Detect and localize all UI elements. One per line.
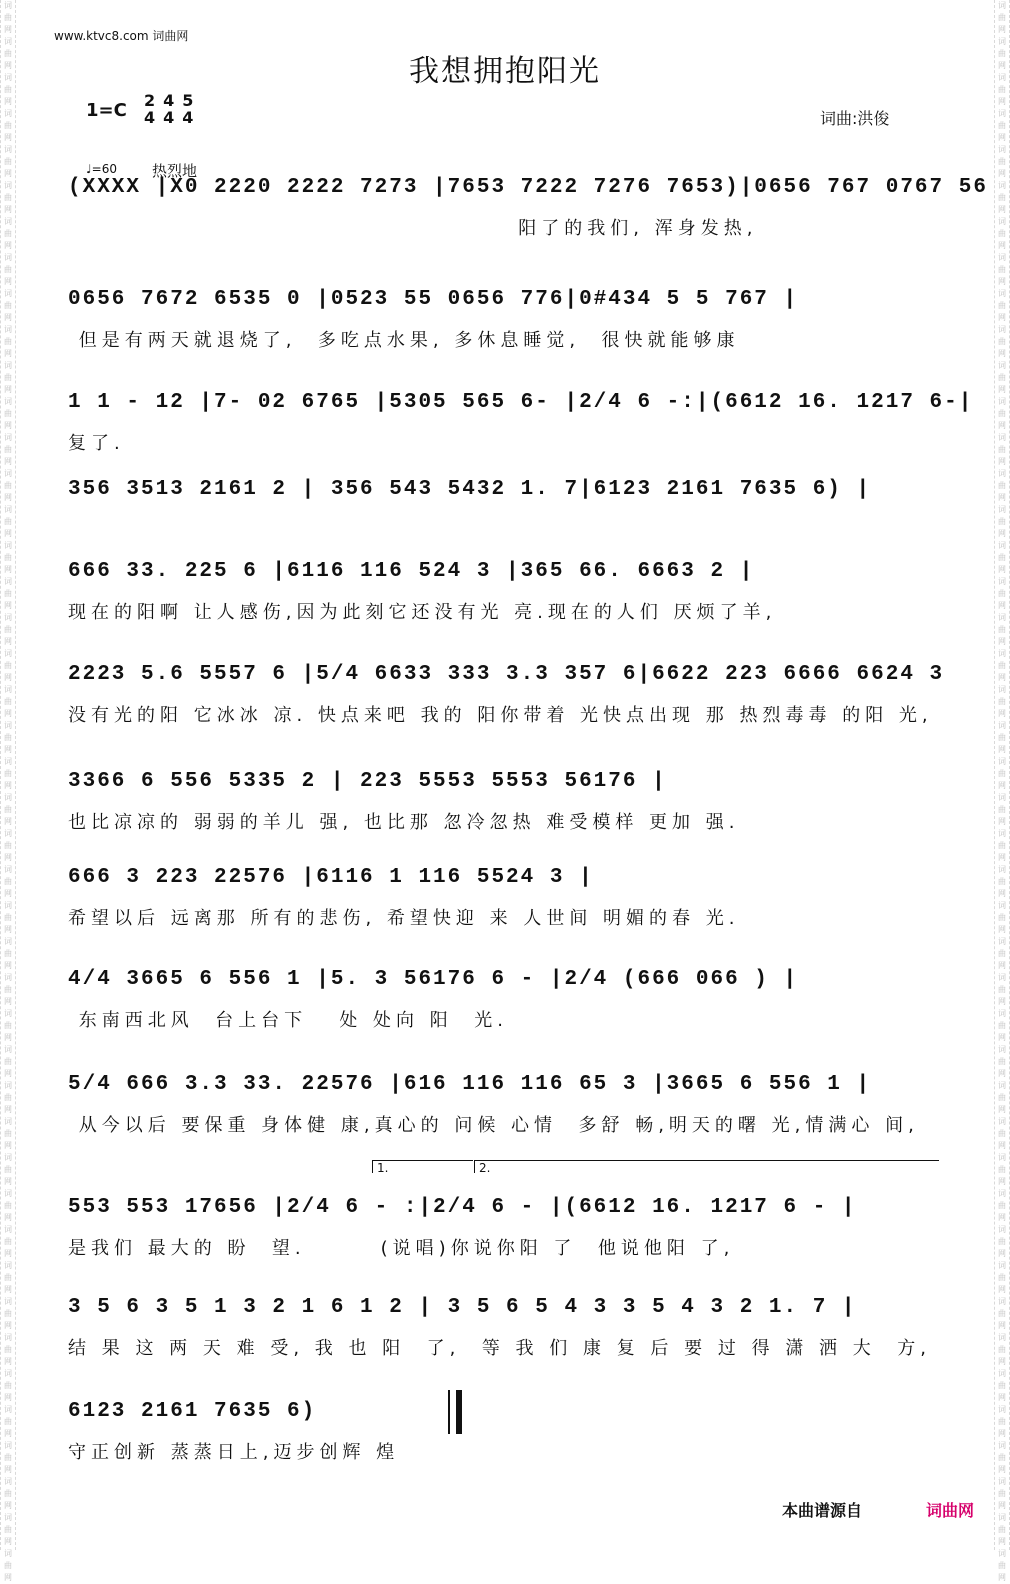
key-signature: 1=C — [86, 100, 127, 121]
lyric-line: 是我们 最大的 盼 望. (说唱)你说你阳 了 他说他阳 了, — [68, 1238, 735, 1259]
source-brand-link[interactable]: 词曲网 — [926, 1501, 975, 1520]
lyric-line: 从今以后 要保重 身体健 康,真心的 问候 心情 多舒 畅,明天的曙 光,情满心 间, — [68, 1115, 919, 1136]
notation-line: 6123 2161 7635 6) — [68, 1400, 317, 1423]
lyric-line: 阳了的我们, 浑身发热, — [68, 218, 758, 239]
notation-line: 4/4 3665 6 556 1 |5. 3 56176 6 - |2/4 (666 066 ) | — [68, 968, 799, 991]
notation-line: 356 3513 2161 2 | 356 543 5432 1. 7|6123 2161 7635 6) | — [68, 478, 872, 501]
final-barline-thick — [456, 1390, 462, 1434]
lyric-line: 东南西北风 台上台下 处 处向 阳 光. — [68, 1010, 508, 1031]
time-signature: 5 4 — [182, 91, 194, 127]
lyric-line: 没有光的阳 它冰冰 凉. 快点来吧 我的 阳你带着 光快点出现 那 热烈毒毒 的阳 光, — [68, 705, 933, 726]
time-signatures — [144, 92, 193, 126]
song-title: 我想拥抱阳光 — [409, 54, 601, 89]
notation-line: 3 5 6 3 5 1 3 2 1 6 1 2 | 3 5 6 5 4 3 3 5 4 3 2 1. 7 | — [68, 1296, 857, 1319]
lyric-line: 但是有两天就退烧了, 多吃点水果, 多休息睡觉, 很快就能够康 — [68, 330, 740, 351]
right-watermark-strip — [994, 0, 1010, 1582]
left-watermark-strip — [0, 0, 16, 1582]
notation-line: 1 1 - 12 |7- 02 6765 |5305 565 6- |2/4 6 -:|(6612 16. 1217 6-| — [68, 391, 974, 414]
notation-line: 2223 5.6 5557 6 |5/4 6633 333 3.3 357 6|6622 223 6666 6624 3 — [68, 663, 945, 686]
lyric-line: 复了. — [68, 433, 125, 454]
lyricist-composer-credit: 词曲:洪俊 — [820, 109, 890, 128]
lyric-line: 现在的阳啊 让人感伤,因为此刻它还没有光 亮.现在的人们 厌烦了羊, — [68, 602, 777, 623]
time-signature: 4 4 — [163, 91, 175, 127]
notation-line: 3366 6 556 5335 2 | 223 5553 5553 56176 | — [68, 770, 667, 793]
notation-line: 666 3 223 22576 |6116 1 116 5524 3 | — [68, 866, 594, 889]
source-label: 本曲谱源自 — [782, 1501, 863, 1520]
time-signature: 2 4 — [144, 91, 156, 127]
left-watermark-text: 词曲网词曲网词曲网词曲网词曲网词曲网词曲网词曲网词曲网词曲网词曲网词曲网词曲网词曲网词曲网词曲网词曲网词曲网词曲网词曲网词曲网词曲网词曲网词曲网词曲网词曲网词曲网词曲网词曲网词曲网词曲网词曲网词曲网词曲网词曲网词曲网词曲网词曲网词曲网词曲网词曲网词曲网词曲网词曲网 — [4, 1, 12, 1582]
lyric-line: 也比凉凉的 弱弱的羊儿 强, 也比那 忽冷忽热 难受模样 更加 强. — [68, 812, 740, 833]
site-url[interactable]: www.ktvc8.com 词曲网 — [54, 29, 189, 43]
expression-marking: 热烈地 — [152, 162, 198, 180]
notation-line: (XXXX |X0 2220 2222 7273 |7653 7222 7276 7653)|0656 767 0767 56 — [68, 176, 988, 199]
notation-line: 553 553 17656 |2/4 6 - :|2/4 6 - |(6612 16. 1217 6 - | — [68, 1196, 857, 1219]
notation-line: 666 33. 225 6 |6116 116 524 3 |365 66. 6663 2 | — [68, 560, 755, 583]
lyric-line: 守正创新 蒸蒸日上,迈步创辉 煌 — [68, 1442, 400, 1463]
lyric-line: 希望以后 远离那 所有的悲伤, 希望快迎 来 人世间 明媚的春 光. — [68, 908, 740, 929]
notation-line: 5/4 666 3.3 33. 22576 |616 116 116 65 3 |3665 6 556 1 | — [68, 1073, 872, 1096]
final-barline-thin — [448, 1390, 450, 1434]
tempo-marking: ♩=60 — [86, 162, 117, 176]
notation-line: 0656 7672 6535 0 |0523 55 0656 776|0#434 5 5 767 | — [68, 288, 799, 311]
second-ending-bracket: 2. — [474, 1160, 939, 1173]
right-watermark-text: 词曲网词曲网词曲网词曲网词曲网词曲网词曲网词曲网词曲网词曲网词曲网词曲网词曲网词曲网词曲网词曲网词曲网词曲网词曲网词曲网词曲网词曲网词曲网词曲网词曲网词曲网词曲网词曲网词曲网词曲网词曲网词曲网词曲网词曲网词曲网词曲网词曲网词曲网词曲网词曲网词曲网词曲网词曲网词曲网 — [998, 1, 1006, 1582]
first-ending-bracket: 1. — [372, 1160, 473, 1173]
lyric-line: 结 果 这 两 天 难 受, 我 也 阳 了, 等 我 们 康 复 后 要 过 得 潇 洒 大 方, — [68, 1338, 931, 1359]
